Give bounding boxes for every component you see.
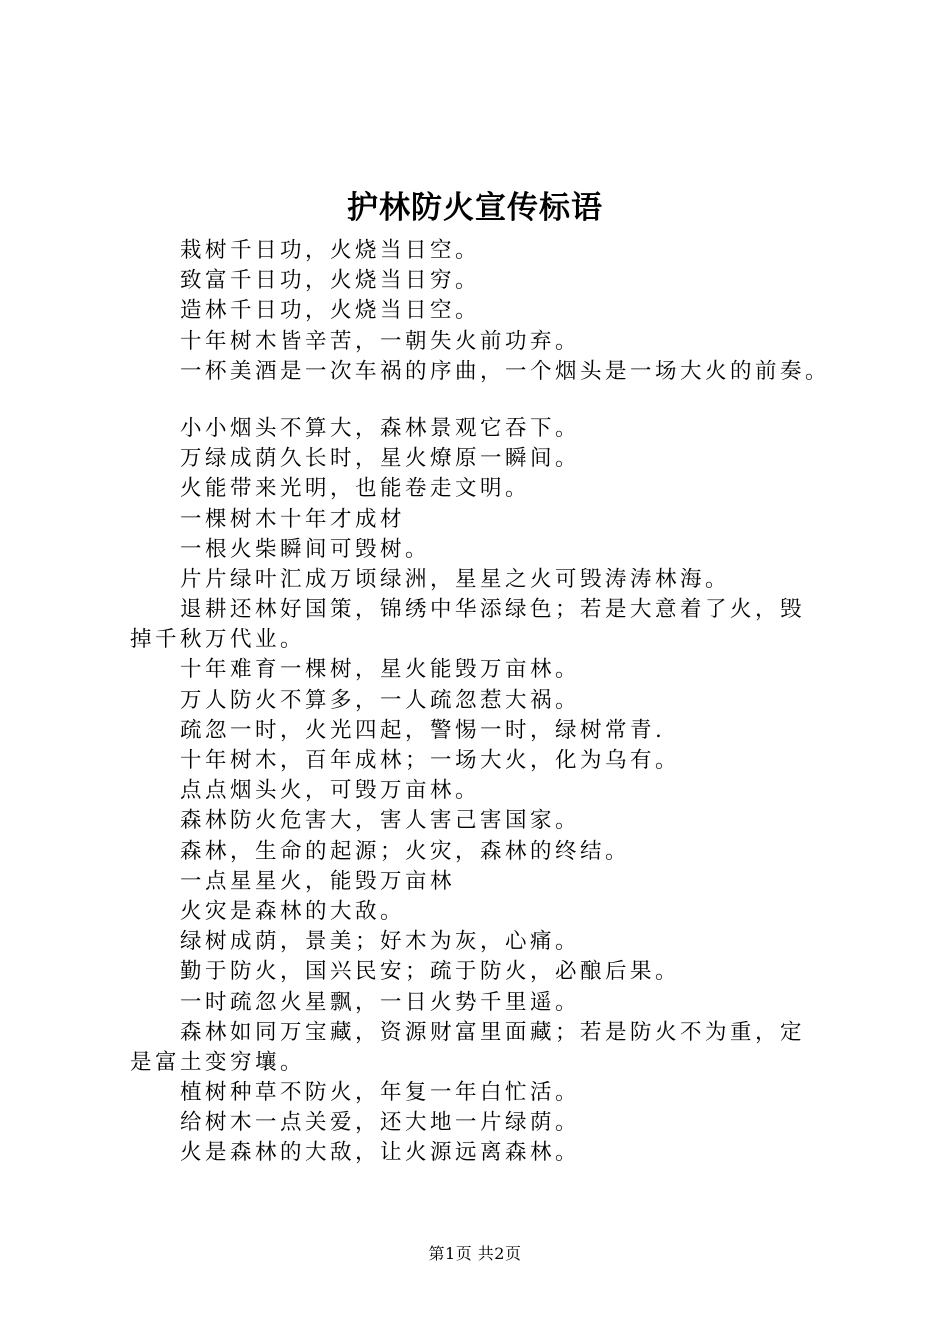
- slogan-line: 森林防火危害大，害人害己害国家。: [180, 808, 581, 834]
- slogan-line: 火是森林的大敌，让火源远离森林。: [180, 1140, 581, 1166]
- slogan-line: 森林如同万宝藏，资源财富里面藏；若是防火不为重，定: [180, 1019, 806, 1045]
- slogan-line: 栽树千日功，火烧当日空。: [180, 238, 481, 263]
- slogan-line: 一点星星火，能毁万亩林: [180, 868, 456, 894]
- slogan-line: 十年树木，百年成林；一场大火，化为乌有。: [180, 748, 681, 773]
- slogan-line: 一棵树木十年才成材: [180, 506, 406, 532]
- slogan-line: 造林千日功，火烧当日空。: [180, 298, 481, 324]
- slogan-line: 火能带来光明，也能卷走文明。: [180, 476, 531, 502]
- slogan-line: 点点烟头火，可毁万亩林。: [180, 778, 481, 804]
- slogan-line: 植树种草不防火，年复一年白忙活。: [180, 1080, 581, 1106]
- slogan-line: 绿树成荫，景美；好木为灰，心痛。: [180, 929, 581, 955]
- slogan-line: 十年树木皆辛苦，一朝失火前功弃。: [180, 328, 581, 354]
- document-title: 护林防火宣传标语: [347, 190, 603, 226]
- slogan-line: 片片绿叶汇成万顷绿洲，星星之火可毁涛涛林海。: [180, 566, 731, 592]
- slogan-line: 给树木一点关爱，还大地一片绿荫。: [180, 1110, 581, 1136]
- slogan-line-continuation: 是富土变穷壤。: [130, 1049, 306, 1075]
- slogan-line: 致富千日功，火烧当日穷。: [180, 268, 481, 294]
- slogan-line-continuation: 掉千秋万代业。: [130, 627, 306, 653]
- slogan-line: 退耕还林好国策，锦绣中华添绿色；若是大意着了火，毁: [180, 597, 806, 623]
- slogan-line: 疏忽一时，火光四起，警惕一时，绿树常青.: [180, 717, 666, 743]
- page-number-footer: 第1页 共2页: [428, 1244, 522, 1263]
- slogan-line: 一杯美酒是一次车祸的序曲，一个烟头是一场大火的前奏。: [180, 358, 831, 384]
- slogan-line: 十年难育一棵树，星火能毁万亩林。: [180, 657, 581, 683]
- slogan-line: 万绿成荫久长时，星火燎原一瞬间。: [180, 446, 581, 472]
- slogan-line: 一时疏忽火星飘，一日火势千里遥。: [180, 989, 581, 1015]
- slogan-line: 小小烟头不算大，森林景观它吞下。: [180, 415, 581, 441]
- slogan-line: 万人防火不算多，一人疏忽惹大祸。: [180, 687, 581, 713]
- slogan-line: 一根火柴瞬间可毁树。: [180, 536, 431, 562]
- slogan-line: 火灾是森林的大敌。: [180, 898, 406, 924]
- slogan-line: 森林，生命的起源；火灾，森林的终结。: [180, 838, 631, 864]
- slogan-line: 勤于防火，国兴民安；疏于防火，必酿后果。: [180, 959, 681, 985]
- slogan-list: [130, 236, 850, 1169]
- blank-line: [130, 387, 850, 414]
